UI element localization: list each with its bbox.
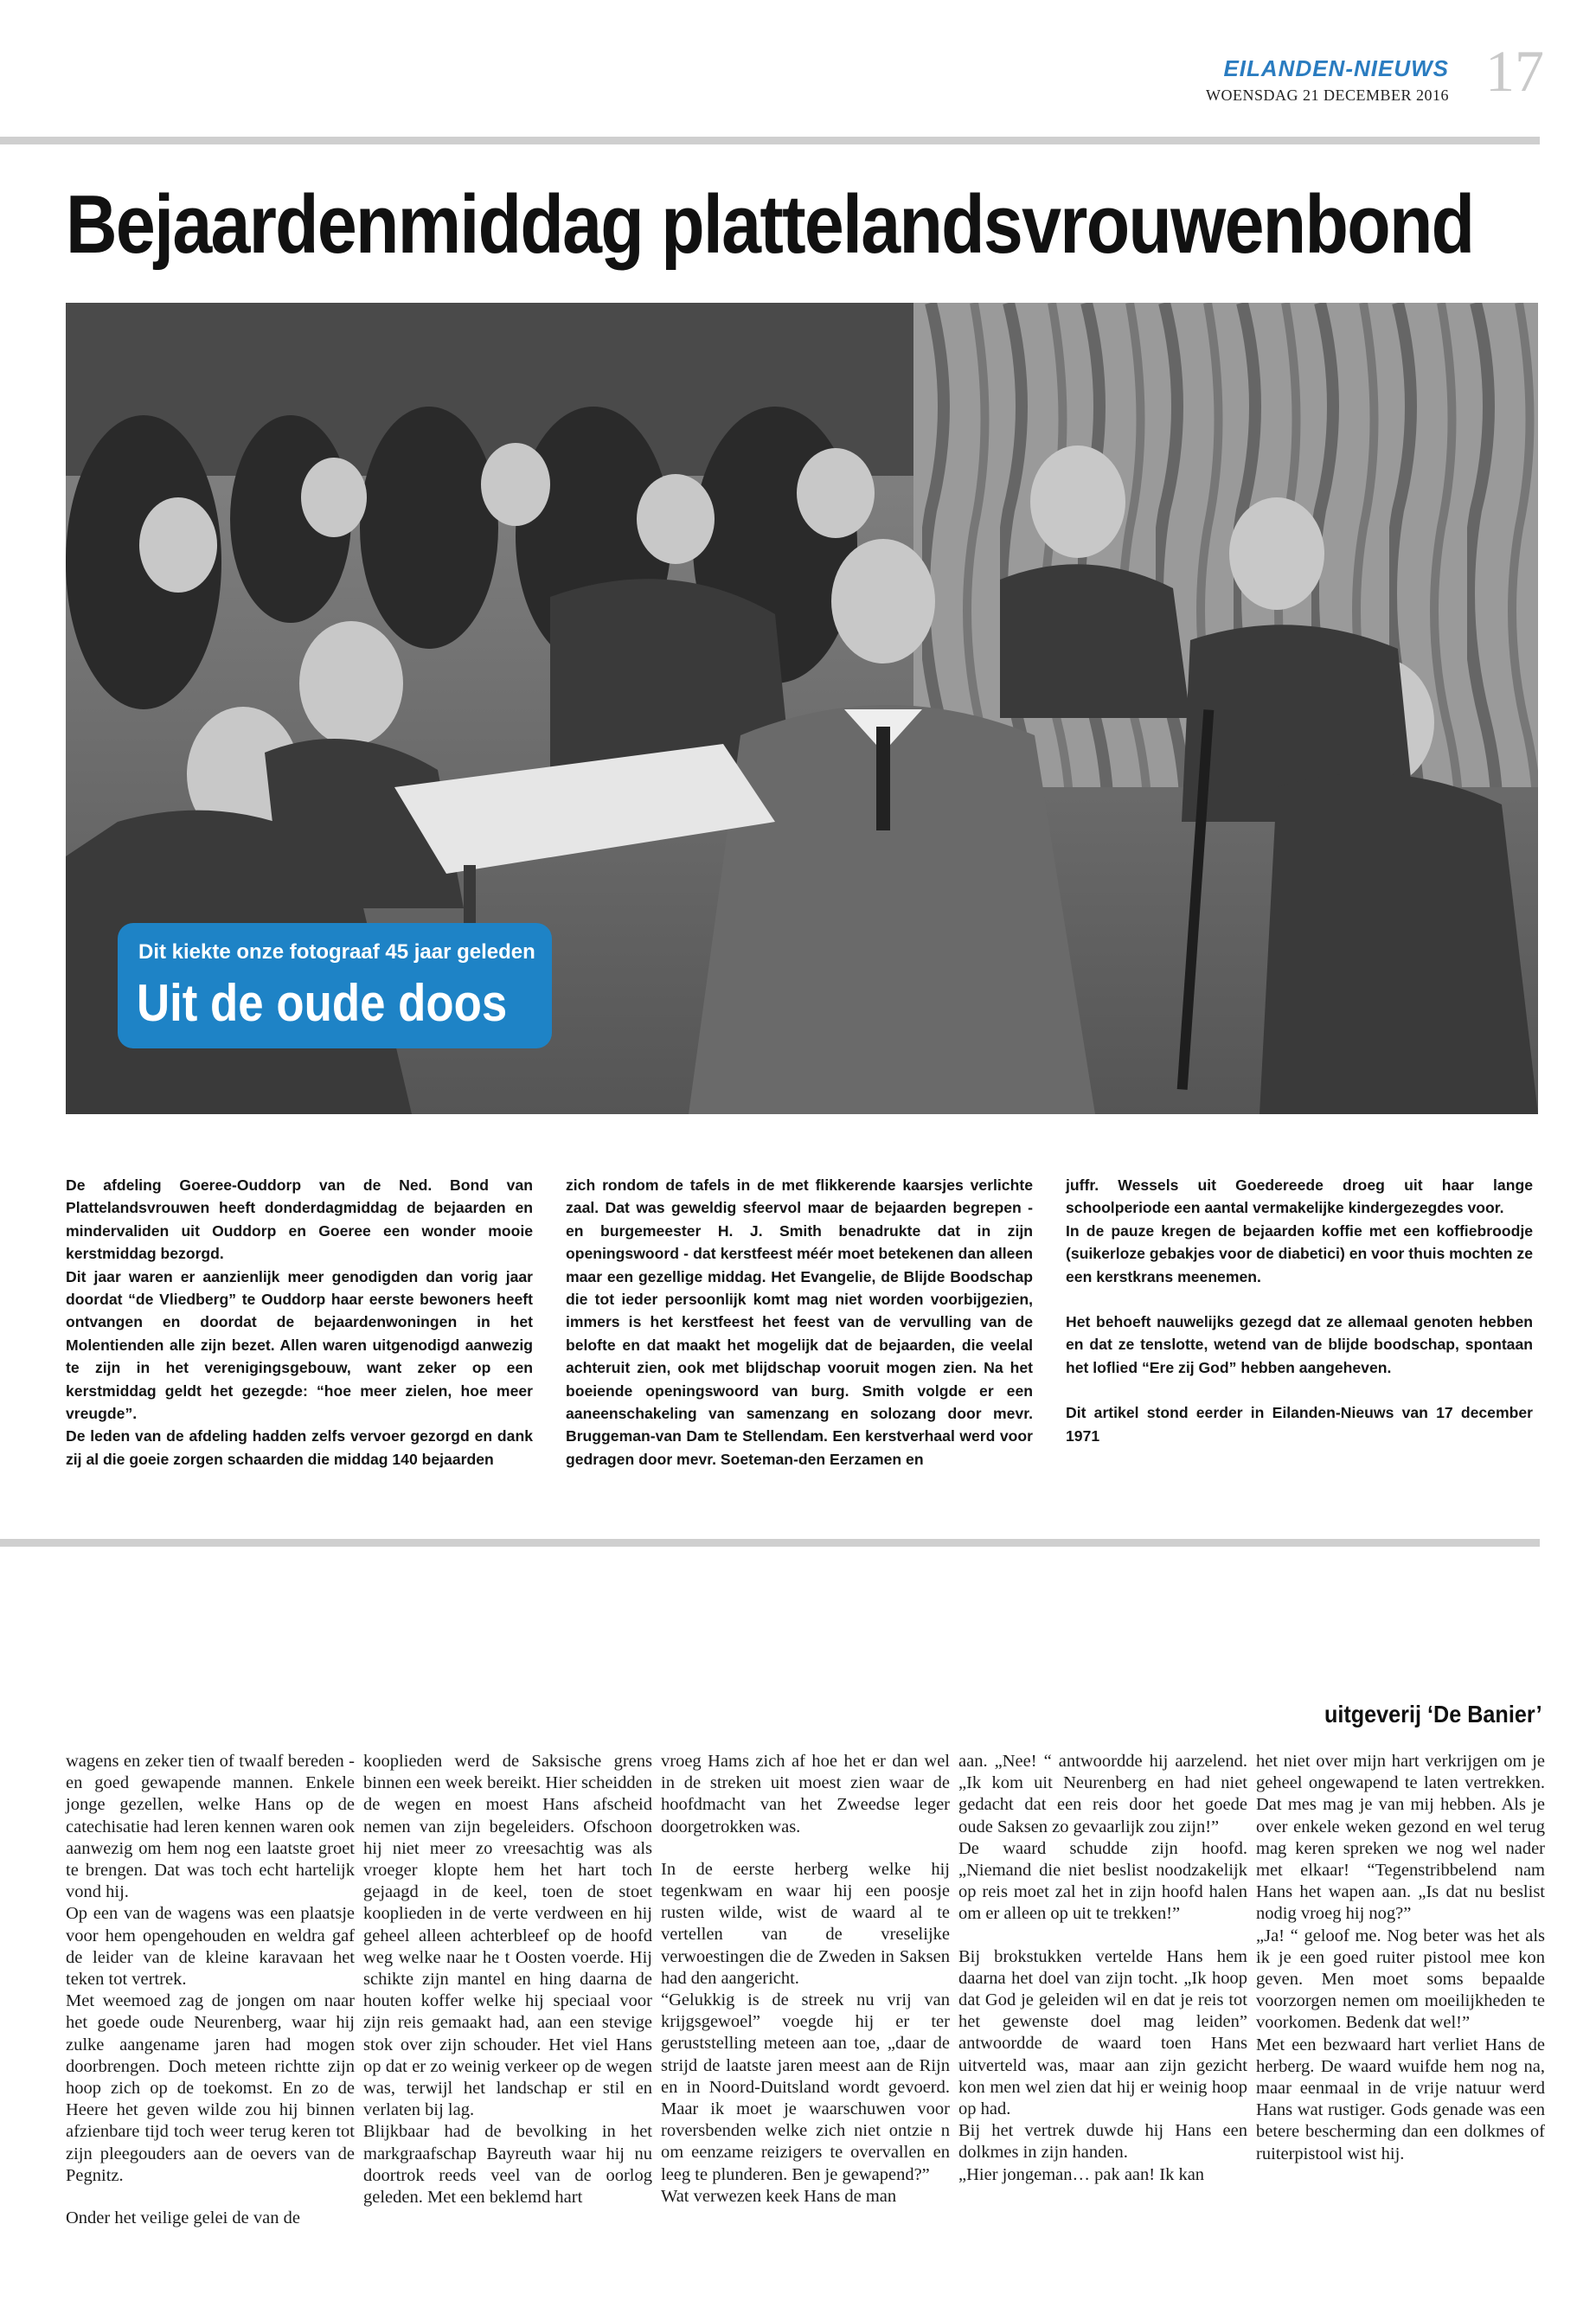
article-paragraph: Het behoeft nauwelijks gezegd dat ze allemaal genoten hebben en dat ze tenslotte, wetend van de blijde boodschap, spontaan het loflied “Ere zij God” hebben aangeheven. xyxy=(1066,1312,1533,1376)
masthead-date: WOENSDAG 21 DECEMBER 2016 xyxy=(1206,87,1449,104)
story-column-4 xyxy=(958,1751,1247,2186)
story-paragraph: het niet over mijn hart verkrijgen om je geheel ongewapend te laten vertrekken. Dat mes mag je van mij hebben. Als je over enkele weken gezond en wel terug mag keren spreken we nog wel nader met elkaar! “Tegenstribbelend nam Hans het wapen aan. „Is dat nu beslist nodig vroeg hij nog?” xyxy=(1256,1752,1545,1924)
page-number: 17 xyxy=(1485,38,1544,104)
article-source-note: Dit artikel stond eerder in Eilanden-Nieuws van 17 december 1971 xyxy=(1066,1404,1533,1445)
story-paragraph: Blijkbaar had de bevolking in het markgraafschap Bayreuth waar hij nu doortrok reeds veel van de oorlog geleden. Met een beklemd hart xyxy=(363,2122,652,2208)
story-paragraph: wagens en zeker tien of twaalf bereden - en goed gewapende mannen. Enkele jonge gezellen, welke Hans op de catechisatie had leren kennen waren ook aanwezig om hem nog een laatste groet te brengen. Dat was toch echt hartelijk vond hij. xyxy=(66,1752,355,1902)
article-paragraph: De afdeling Goeree-Ouddorp van de Ned. Bond van Plattelandsvrouwen heeft donderdagmiddag de bejaarden en mindervaliden uit Ouddorp en Goeree een wonder mooie kerstmiddag bezorgd. xyxy=(66,1176,533,1263)
story-paragraph: Met een bezwaard hart verliet Hans de herberg. De waard wuifde hem nog na, maar eenmaal in de vrije natuur werd Hans wat rustiger. Gods genade was een betere bescherming dan een dolkmes of ruiterpistool wist hij. xyxy=(1256,2035,1545,2163)
story-paragraph: Bij brokstukken vertelde Hans hem daarna het doel van zijn tocht. „Ik hoop dat God je geleiden wil en dat je reis tot het gewenste doel mag leiden” antwoordde de waard toen Hans uitverteld was, maar aan zijn gezicht kon men wel zien dat hij er weinig hoop op had. xyxy=(958,1946,1247,2119)
story-paragraph: „Ja! “ geloof me. Nog beter was het als ik je een goed ruiter pistool mee kon geven. Men moet soms bepaalde voorzorgen nemen om moeilijkheden te voorkomen. Bedenk dat wel!” xyxy=(1256,1926,1545,2033)
article-paragraph: juffr. Wessels uit Goedereede droeg uit haar lange schoolperiode een aantal vermakelijke kindergezegdes voor. xyxy=(1066,1176,1533,1217)
kicker-subtitle: Dit kiekte onze fotograaf 45 jaar geleden xyxy=(138,940,535,964)
story-paragraph: kooplieden werd de Saksische grens binnen een week bereikt. Hier scheidden de wegen en moest Hans afscheid nemen van zijn begeleiders. Ofschoon hij niet meer zo vreesachtig was als vroeger klopte hem het hart toch gejaagd in de keel, toen de stoet kooplieden in de verte verdween en hij geheel alleen achterbleef op de hoofd weg welke naar he t Oosten voerde. Hij schikte zijn mantel en hing daarna de houten koffer welke hij speciaal voor zijn reis gemaakt had, aan een stevige stok over zijn schouder. Het viel Hans op dat er zo weinig verkeer op de wegen was, terwijl het landschap er stil en verlaten bij lag. xyxy=(363,1752,652,2120)
top-divider xyxy=(0,137,1540,144)
article-paragraph: zich rondom de tafels in de met flikkerende kaarsjes verlichte zaal. Dat was geweldig sfeervol maar de bejaarden begrepen - en burgemeester H. J. Smith benadrukte dat in zijn openingswoord - dat kerstfeest méér moet betekenen dan alleen maar een gezellige middag. Het Evangelie, de Blijde Boodschap die tot ieder persoonlijk komt mag niet worden voorbijgezien, immers is het kerstfeest het feest van de vervulling van de belofte en dat maakt het mogelijk dat de bejaarden, die veelal achteruit zien, ook met blijdschap vooruit mogen zien. Na het boeiende openingswoord van burg. Smith volgde er een aaneenschakeling van samenzang en solozang door mevr. Bruggeman-van Dam te Stellendam. Een kerstverhaal werd voor gedragen door mevr. Soeteman-den Eerzamen en xyxy=(566,1176,1033,1468)
article-column-1 xyxy=(66,1174,533,1471)
story-paragraph: “Gelukkig is de streek nu vrij van krijgsgewoel” voegde hij er ter geruststelling meteen aan toe, „daar de strijd de laatste jaren meest aan de Rijn en in Noord-Duitsland wordt gevoerd. Maar ik moet je waarschuwen voor roversbenden welke zich niet ontzie n om eenzame reizigers te overvallen en leeg te plunderen. Ben je gewapend?” xyxy=(661,1990,950,2184)
page-headline: Bejaardenmiddag plattelandsvrouwenbond xyxy=(66,178,1474,271)
story-paragraph: Wat verwezen keek Hans de man xyxy=(661,2186,897,2206)
story-paragraph: Met weemoed zag de jongen om naar het goede oude Neurenberg, waar hij zulke aangename jaren had mogen doorbrengen. Doch meteen richtte zijn hoop zich op de toekomst. En zo de Heere het geven wilde zou hij binnen afzienbare tijd toch weer terug keren tot zijn pleegouders aan de oevers van de Pegnitz. xyxy=(66,1991,355,2185)
kicker-badge xyxy=(118,923,552,1048)
kicker-title: Uit de oude doos xyxy=(137,974,508,1032)
story-paragraph: vroeg Hams zich af hoe het er dan wel in de streken uit moest zien waar de hoofdmacht van het Zweedse leger doorgetrokken was. xyxy=(661,1752,950,1836)
story-paragraph: Bij het vertrek duwde hij Hans een dolkmes in zijn handen. xyxy=(958,2121,1247,2163)
section-divider xyxy=(0,1539,1540,1547)
story-paragraph: „Hier jongeman… pak aan! Ik kan xyxy=(958,2164,1205,2184)
story-column-5 xyxy=(1256,1751,1545,2165)
story-paragraph: Onder het veilige gelei de van de xyxy=(66,2208,300,2228)
story-column-2 xyxy=(363,1751,652,2208)
story-column-1 xyxy=(66,1751,355,2229)
article-paragraph: Dit jaar waren er aanzienlijk meer genodigden dan vorig jaar doordat “de Vliedberg” te Ouddorp haar eerste bewoners heeft ontvangen en doordat de bejaardenwoningen in het Molentienden alle zijn bezet. Allen waren uitgenodigd aanwezig te zijn in het verenigingsgebouw, want zeker op een kerstmiddag geldt het gezegde: “hoe meer zielen, hoe meer vreugde”. xyxy=(66,1267,533,1422)
publisher-label: uitgeverij ‘De Banier’ xyxy=(1324,1701,1542,1727)
masthead-logo: EILANDEN-NIEUWS xyxy=(1223,55,1449,81)
story-paragraph: aan. „Nee! “ antwoordde hij aarzelend. „Ik kom uit Neurenberg en had niet gedacht dat een reis door het goede oude Saksen zo gevaarlijk zou zijn!” xyxy=(958,1752,1247,1836)
story-paragraph: In de eerste herberg welke hij tegenkwam en waar hij een poosje rusten wilde, wist de waard al te vertellen van de vreselijke verwoestingen die de Zweden in Saksen had den aangericht. xyxy=(661,1859,950,1988)
article-column-2 xyxy=(566,1174,1033,1471)
story-column-3 xyxy=(661,1751,950,2208)
story-paragraph: De waard schudde zijn hoofd. „Niemand die niet beslist noodzakelijk op reis moet zal het in zijn hoofd halen om er alleen op uit te trekken!” xyxy=(958,1838,1247,1924)
article-column-3 xyxy=(1066,1174,1533,1447)
article-paragraph: De leden van de afdeling hadden zelfs vervoer gezorgd en dank zij al die goeie zorgen schaarden die middag 140 bejaarden xyxy=(66,1427,533,1468)
story-paragraph: Op een van de wagens was een plaatsje voor hem opengehouden en weldra gaf de leider van de kleine karavaan het teken tot vertrek. xyxy=(66,1904,355,1990)
article-paragraph: In de pauze kregen de bejaarden koffie met een koffiebroodje (suikerloze gebakjes voor de diabetici) en voor thuis mochten ze een kerstkrans meenemen. xyxy=(1066,1221,1533,1285)
